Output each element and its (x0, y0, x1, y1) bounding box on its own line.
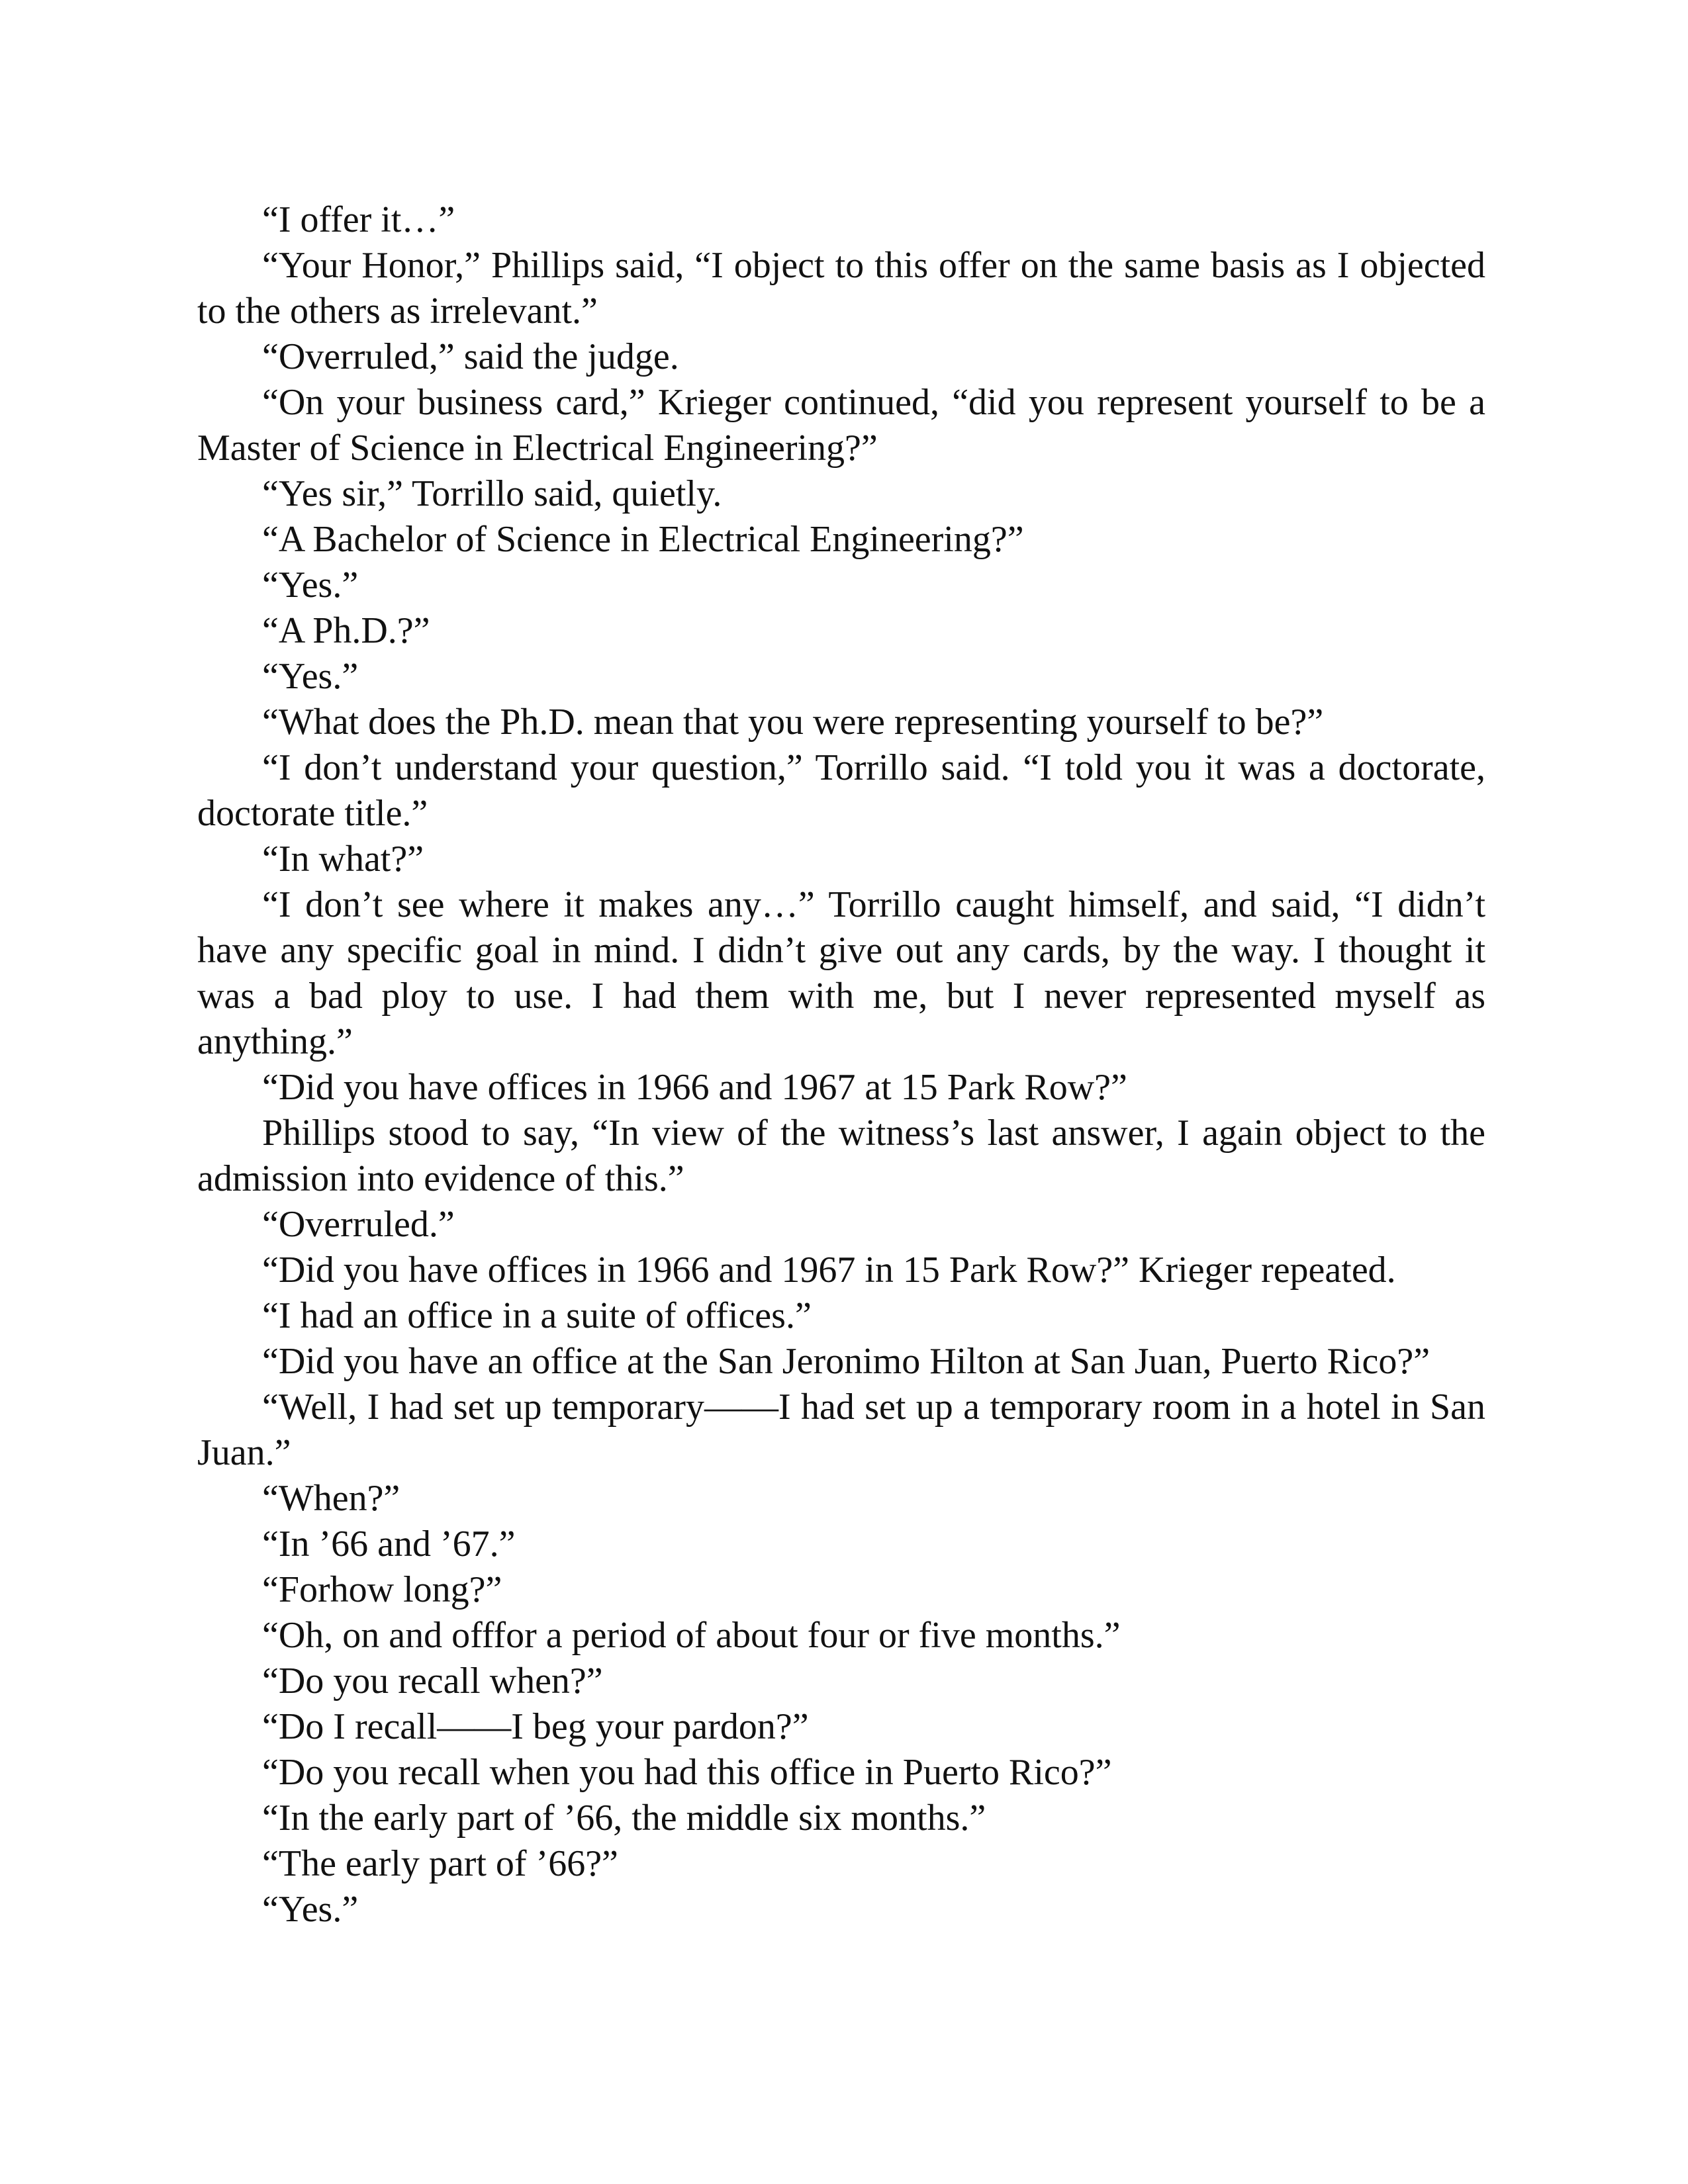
paragraph: “Do you recall when?” (262, 1661, 603, 1702)
paragraph: “I had an office in a suite of offices.” (262, 1295, 812, 1336)
paragraph: “In the early part of ’66, the middle six months.” (262, 1797, 986, 1839)
paragraph: “Do you recall when you had this office in Puerto Rico?” (262, 1752, 1112, 1793)
paragraph: “Yes sir,” Torrillo said, quietly. (262, 473, 722, 514)
paragraph: “When?” (262, 1478, 400, 1519)
paragraph: “Yes.” (262, 1889, 359, 1930)
paragraph: Phillips stood to say, “In view of the witness’s last answer, I again object to the admission into evidence of this.” (197, 1113, 1485, 1199)
paragraph: “Oh, on and offfor a period of about four or five months.” (262, 1615, 1121, 1656)
paragraph: “Yes.” (262, 656, 359, 697)
paragraph: “On your business card,” Krieger continued, “did you represent yourself to be a Master of Science in Electrical Engineering?” (197, 382, 1485, 469)
paragraph: “In what?” (262, 839, 424, 880)
paragraph: “Your Honor,” Phillips said, “I object to this offer on the same basis as I objected to the others as irrelevant.” (197, 245, 1485, 332)
paragraph: “I don’t see where it makes any…” Torrillo caught himself, and said, “I didn’t have any specific goal in mind. I didn’t give out any cards, by the way. I thought it was a bad ploy to use. I had them with me, but I never represented myself as anything.” (197, 884, 1485, 1062)
paragraph: “Did you have offices in 1966 and 1967 at 15 Park Row?” (262, 1067, 1127, 1108)
paragraph: “Forhow long?” (262, 1569, 502, 1610)
paragraph: “Do I recall——I beg your pardon?” (262, 1706, 809, 1747)
paragraph: “Yes.” (262, 565, 359, 606)
paragraph: “Did you have offices in 1966 and 1967 in 15 Park Row?” Krieger repeated. (262, 1250, 1396, 1291)
paragraph: “Well, I had set up temporary——I had set up a temporary room in a hotel in San Juan.” (197, 1387, 1485, 1473)
paragraph: “A Bachelor of Science in Electrical Engineering?” (262, 519, 1024, 560)
paragraph: “A Ph.D.?” (262, 610, 430, 651)
paragraph: “What does the Ph.D. mean that you were representing yourself to be?” (262, 702, 1324, 743)
paragraph: “In ’66 and ’67.” (262, 1524, 516, 1565)
paragraph: “Did you have an office at the San Jeronimo Hilton at San Juan, Puerto Rico?” (262, 1341, 1430, 1382)
paragraph: “The early part of ’66?” (262, 1843, 618, 1884)
document-page (197, 197, 1485, 1933)
paragraph: “I offer it…” (262, 199, 455, 240)
paragraph: “Overruled,” said the judge. (262, 336, 679, 377)
paragraph: “I don’t understand your question,” Torrillo said. “I told you it was a doctorate, doctorate title.” (197, 747, 1485, 834)
paragraph: “Overruled.” (262, 1204, 455, 1245)
